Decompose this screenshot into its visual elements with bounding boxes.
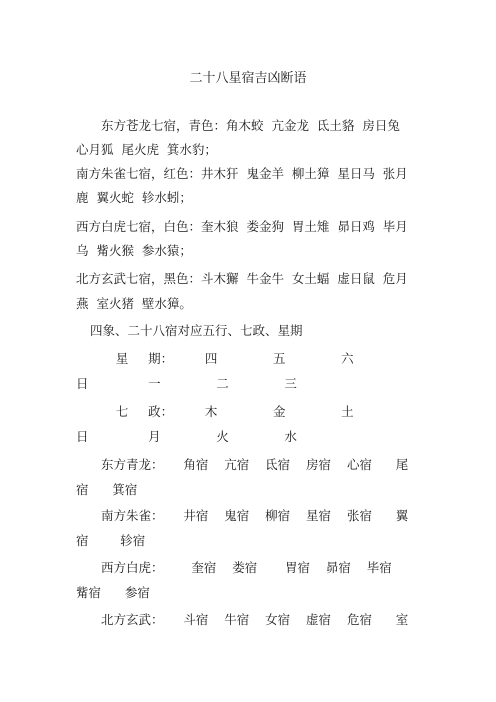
text-line-7: 北方玄武七宿，黑色：斗木獬 牛金牛 女土蝠 虚日鼠 危月 bbox=[76, 271, 408, 286]
text-line-6: 乌 觜火猴 参水猿； bbox=[76, 243, 192, 258]
text-line-4: 鹿 翼火蛇 轸水蚓； bbox=[76, 190, 192, 205]
west-row-2: 觜宿 参宿 bbox=[76, 585, 150, 600]
weekday-row-2: 日 一 二 三 bbox=[76, 376, 297, 391]
text-line-1: 东方苍龙七宿，青色：角木蛟 亢金龙 氐土貉 房日兔 bbox=[101, 118, 400, 133]
west-row-1: 西方白虎： 奎宿 娄宿 胃宿 昴宿 毕宿 bbox=[101, 560, 392, 575]
text-line-8: 燕 室火猪 壁水獐。 bbox=[76, 296, 192, 311]
seven-govern-row-1: 七 政： 木 金 土 bbox=[76, 404, 354, 419]
section-heading: 四象、二十八宿对应五行、七政、星期 bbox=[90, 323, 303, 338]
text-line-5: 西方白虎七宿，白色：奎木狼 娄金狗 胃土雉 昴日鸡 毕月 bbox=[76, 219, 408, 234]
south-row-1: 南方朱雀： 井宿 鬼宿 柳宿 星宿 张宿 翼 bbox=[101, 508, 409, 523]
east-row-2: 宿 箕宿 bbox=[76, 482, 138, 497]
north-row-1: 北方玄武： 斗宿 牛宿 女宿 虚宿 危宿 室 bbox=[101, 612, 409, 627]
east-row-1: 东方青龙： 角宿 亢宿 氐宿 房宿 心宿 尾 bbox=[101, 457, 409, 472]
document-title: 二十八星宿吉凶断语 bbox=[189, 71, 307, 86]
south-row-2: 宿 轸宿 bbox=[76, 533, 146, 548]
weekday-row-1: 星 期： 四 五 六 bbox=[76, 351, 354, 366]
seven-govern-row-2: 日 月 火 水 bbox=[76, 429, 297, 444]
text-line-3: 南方朱雀七宿，红色：井木犴 鬼金羊 柳土獐 星日马 张月 bbox=[76, 166, 408, 181]
text-line-2: 心月狐 尾火虎 箕水豹； bbox=[76, 142, 217, 157]
